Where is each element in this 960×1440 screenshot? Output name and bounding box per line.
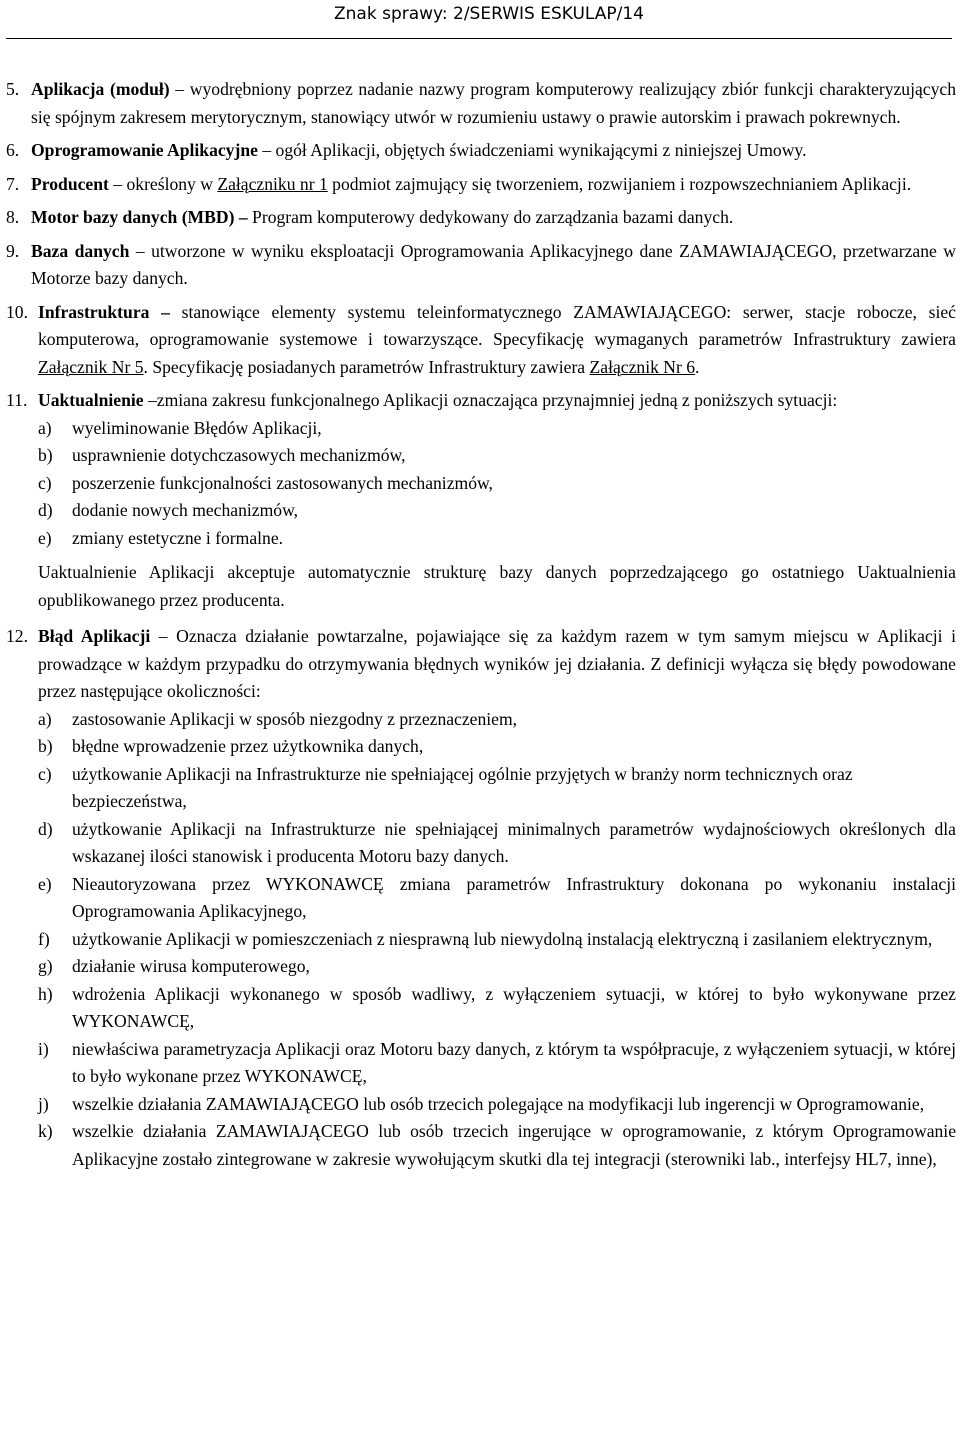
sub-item-text: zastosowanie Aplikacji w sposób niezgodny z przeznaczeniem, xyxy=(72,708,518,729)
sub-item xyxy=(6,706,956,734)
sub-item-text: użytkowanie Aplikacji na Infrastrukturze nie spełniającej ogólnie przyjętych w branży norm technicznych oraz bezpieczeństwa, xyxy=(72,763,853,811)
definition-text: – Oznacza działanie powtarzalne, pojawiające się za każdym razem w tym samym miejscu w Aplikacji i prowadzące w każdym przypadku do otrzymywania błędnych wyników jej działania. Z definicji wyłącza się błędy powodowane przez następujące okoliczności: xyxy=(38,626,956,701)
sub-item xyxy=(6,761,956,816)
sub-item-label: k) xyxy=(38,1121,53,1141)
sub-item-label: a) xyxy=(38,708,52,729)
defined-term: Aplikacja (moduł) xyxy=(31,79,170,99)
attachment-reference: Załącznik Nr 5 xyxy=(38,356,144,377)
definition-item-7 xyxy=(6,171,956,199)
sub-item xyxy=(6,1091,956,1119)
paragraph: Uaktualnienie Aplikacji akceptuje automatycznie strukturę bazy danych poprzedzającego go ostatniego Uaktualnienia opublikowanego przez producenta. xyxy=(38,562,956,610)
sub-item-label: d) xyxy=(38,500,53,520)
definition-item-10 xyxy=(6,299,956,382)
definition-text: . Specyfikację posiadanych parametrów Infrastruktury zawiera xyxy=(143,356,590,377)
sub-item-label: c) xyxy=(38,472,52,493)
sub-item xyxy=(6,981,956,1036)
definition-text: –zmiana zakresu funkcjonalnego Aplikacji oznaczająca przynajmniej jedną z poniższych sytuacji: xyxy=(143,390,838,410)
document-body xyxy=(6,76,956,1173)
sub-item-text: wyeliminowanie Błędów Aplikacji, xyxy=(72,417,322,438)
definition-text: – utworzone w wyniku eksploatacji Oprogramowania Aplikacyjnego dane ZAMAWIAJĄCEGO, przetwarzane w Motorze bazy danych. xyxy=(31,240,956,288)
item-number: 12. xyxy=(6,626,28,646)
sub-item-label: a) xyxy=(38,417,52,438)
definition-item-11 xyxy=(6,387,956,415)
sub-item xyxy=(6,1118,956,1173)
item-number: 7. xyxy=(6,173,20,194)
sub-item-label: b) xyxy=(38,445,53,465)
case-reference: Znak sprawy: 2/SERWIS ESKULAP/14 xyxy=(334,4,644,24)
definition-item-12 xyxy=(6,623,956,706)
sub-item-label: d) xyxy=(38,818,53,839)
sub-item-text: usprawnienie dotychczasowych mechanizmów, xyxy=(72,445,406,465)
sub-item-text: poszerzenie funkcjonalności zastosowanych mechanizmów, xyxy=(72,472,493,493)
definition-text: – ogół Aplikacji, objętych świadczeniami wynikającymi z niniejszej Umowy. xyxy=(257,140,807,160)
header-rule xyxy=(6,38,952,39)
attachment-reference: Załącznik Nr 6 xyxy=(589,356,696,377)
page-header xyxy=(0,0,960,40)
sub-item-text: wszelkie działania ZAMAWIAJĄCEGO lub osób trzecich ingerujące w oprogramowanie, z którym Oprogramowanie Aplikacyjne zostało zintegrowane w zakresie wywołującym skutki dla tej integracji (sterowniki lab., interfejsy HL7, inne), xyxy=(72,1121,956,1169)
sub-item xyxy=(6,1036,956,1091)
definition-item-8 xyxy=(6,204,956,232)
sub-item xyxy=(6,442,956,470)
definition-text: – wyodrębniony poprzez nadanie nazwy program komputerowy realizujący zbiór funkcji charakteryzujących się spójnym zakresem merytorycznym, stanowiący utwór w rozumieniu ustawy o prawie autorskim i prawach pokrewnych. xyxy=(31,79,956,127)
sub-item-text: błędne wprowadzenie przez użytkownika danych, xyxy=(72,736,424,756)
item-number: 6. xyxy=(6,140,20,160)
sub-item xyxy=(6,525,956,553)
sub-item-text: wszelkie działania ZAMAWIAJĄCEGO lub osób trzecich polegające na modyfikacji lub ingerencji w Oprogramowanie, xyxy=(72,1093,925,1114)
definition-text: podmiot zajmujący się tworzeniem, rozwijaniem i rozpowszechnianiem Aplikacji. xyxy=(327,173,912,194)
definition-text: stanowiące elementy systemu teleinformatycznego ZAMAWIAJĄCEGO: serwer, stacje robocze, sieć komputerowa, oprogramowanie systemowe i towarzyszące. Specyfikację wymaganych parametrów Infrastruktury zawiera xyxy=(38,301,956,349)
sub-item-label: i) xyxy=(38,1038,49,1059)
defined-term: Motor bazy danych (MBD) – xyxy=(31,207,248,227)
sub-item-text: użytkowanie Aplikacji w pomieszczeniach z niesprawną lub niewydolną instalacją elektryczną i zasilaniem elektrycznym, xyxy=(72,928,933,949)
attachment-reference: Załączniku nr 1 xyxy=(217,173,328,194)
sub-item-label: f) xyxy=(38,928,50,949)
sub-item-label: e) xyxy=(38,873,52,894)
sub-item-text: niewłaściwa parametryzacja Aplikacji oraz Motoru bazy danych, z którym ta współpracuje, z wyłączeniem sytuacji, w której to było wykonane przez WYKONAWCĘ, xyxy=(72,1038,956,1086)
sub-item xyxy=(6,816,956,871)
sub-item-label: g) xyxy=(38,956,53,976)
defined-term: Oprogramowanie Aplikacyjne xyxy=(31,140,258,160)
sub-item-label: j) xyxy=(38,1093,49,1114)
sub-item-text: działanie wirusa komputerowego, xyxy=(72,956,310,976)
item-number: 11. xyxy=(6,390,28,410)
definition-text: Program komputerowy dedykowany do zarządzania bazami danych. xyxy=(247,207,734,227)
defined-term: Producent xyxy=(31,173,109,194)
definition-item-9 xyxy=(6,238,956,293)
definition-item-5 xyxy=(6,76,956,131)
sub-item xyxy=(6,497,956,525)
sub-item-text: wdrożenia Aplikacji wykonanego w sposób wadliwy, z wyłączeniem sytuacji, w której to było wykonywane przez WYKONAWCĘ, xyxy=(72,983,956,1031)
definition-text: . xyxy=(695,356,700,377)
sub-item-text: zmiany estetyczne i formalne. xyxy=(72,527,284,548)
defined-term: Infrastruktura – xyxy=(38,301,170,322)
sub-item-text: Nieautoryzowana przez WYKONAWCĘ zmiana parametrów Infrastruktury dokonana po wykonaniu instalacji Oprogramowania Aplikacyjnego, xyxy=(72,873,956,921)
sub-item xyxy=(6,871,956,926)
item-number: 10. xyxy=(6,301,28,322)
defined-term: Uaktualnienie xyxy=(38,390,144,410)
sub-item xyxy=(6,733,956,761)
sub-item-text: użytkowanie Aplikacji na Infrastrukturze nie spełniającej minimalnych parametrów wydajnościowych określonych dla wskazanej ilości stanowisk i producenta Motoru bazy danych. xyxy=(72,818,956,866)
definition-item-6 xyxy=(6,137,956,165)
sub-item xyxy=(6,470,956,498)
definition-text: – określony w xyxy=(108,173,218,194)
sub-item-label: b) xyxy=(38,736,53,756)
sub-item xyxy=(6,953,956,981)
sub-item-text: dodanie nowych mechanizmów, xyxy=(72,500,299,520)
item-number: 9. xyxy=(6,240,20,261)
sub-item-label: c) xyxy=(38,763,52,784)
item-number: 5. xyxy=(6,79,20,99)
defined-term: Błąd Aplikacji xyxy=(38,626,151,646)
defined-term: Baza danych xyxy=(31,240,130,261)
sub-item-label: e) xyxy=(38,527,52,548)
sub-item-label: h) xyxy=(38,983,53,1004)
sub-item xyxy=(6,415,956,443)
item-number: 8. xyxy=(6,207,20,227)
sub-item xyxy=(6,926,956,954)
